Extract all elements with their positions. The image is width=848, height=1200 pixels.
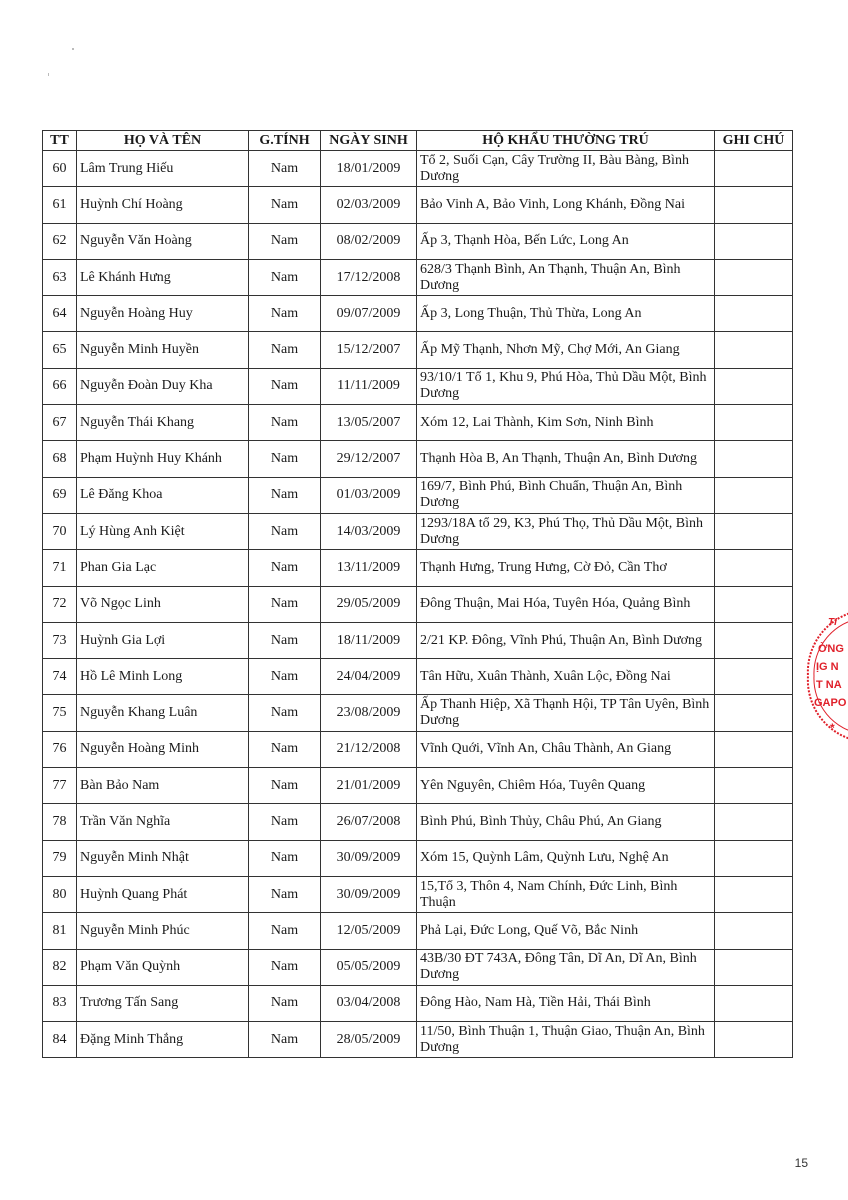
table-row	[43, 223, 793, 259]
cell-dob: 21/12/2008	[321, 731, 417, 767]
svg-text:TI: TI	[828, 617, 837, 628]
cell-gender: Nam	[249, 513, 321, 549]
cell-address: 43B/30 ĐT 743A, Đông Tân, Dĩ An, Dĩ An, Bình Dương	[417, 949, 715, 985]
table-row	[43, 477, 793, 513]
cell-gender: Nam	[249, 731, 321, 767]
cell-address: Ấp Mỹ Thạnh, Nhơn Mỹ, Chợ Mới, An Giang	[417, 332, 715, 368]
cell-name: Nguyễn Minh Phúc	[77, 913, 249, 949]
cell-gender: Nam	[249, 259, 321, 295]
cell-name: Võ Ngọc Linh	[77, 586, 249, 622]
page-number: 15	[794, 1156, 808, 1170]
cell-tt: 62	[43, 223, 77, 259]
cell-dob: 08/02/2009	[321, 223, 417, 259]
cell-name: Phạm Huỳnh Huy Khánh	[77, 441, 249, 477]
cell-note	[715, 804, 793, 840]
cell-note	[715, 223, 793, 259]
table-row	[43, 949, 793, 985]
cell-address: Đông Thuận, Mai Hóa, Tuyên Hóa, Quảng Bình	[417, 586, 715, 622]
cell-dob: 03/04/2008	[321, 985, 417, 1021]
cell-name: Hồ Lê Minh Long	[77, 659, 249, 695]
cell-address: 169/7, Bình Phú, Bình Chuẩn, Thuận An, Bình Dương	[417, 477, 715, 513]
cell-tt: 80	[43, 876, 77, 912]
cell-dob: 30/09/2009	[321, 876, 417, 912]
cell-note	[715, 876, 793, 912]
table-row	[43, 1022, 793, 1058]
cell-tt: 83	[43, 985, 77, 1021]
cell-address: 11/50, Bình Thuận 1, Thuận Giao, Thuận An, Bình Dương	[417, 1022, 715, 1058]
seal-graphic	[806, 608, 848, 744]
table-row	[43, 659, 793, 695]
cell-name: Lê Đăng Khoa	[77, 477, 249, 513]
cell-dob: 01/03/2009	[321, 477, 417, 513]
cell-dob: 18/11/2009	[321, 622, 417, 658]
cell-note	[715, 659, 793, 695]
cell-address: Phả Lại, Đức Long, Quế Võ, Bắc Ninh	[417, 913, 715, 949]
table-row	[43, 151, 793, 187]
student-roster-table	[42, 130, 793, 1058]
cell-gender: Nam	[249, 913, 321, 949]
cell-name: Trương Tấn Sang	[77, 985, 249, 1021]
cell-tt: 82	[43, 949, 77, 985]
cell-dob: 15/12/2007	[321, 332, 417, 368]
cell-tt: 72	[43, 586, 77, 622]
table-row	[43, 876, 793, 912]
cell-address: Ấp Thanh Hiệp, Xã Thạnh Hội, TP Tân Uyên, Bình Dương	[417, 695, 715, 731]
cell-gender: Nam	[249, 949, 321, 985]
table-row	[43, 405, 793, 441]
svg-text:ỊG N: ỊG N	[816, 661, 839, 673]
cell-gender: Nam	[249, 985, 321, 1021]
cell-address: Xóm 12, Lai Thành, Kim Sơn, Ninh Bình	[417, 405, 715, 441]
cell-address: Tổ 2, Suối Cạn, Cây Trường II, Bàu Bàng, Bình Dương	[417, 151, 715, 187]
cell-dob: 13/05/2007	[321, 405, 417, 441]
table-row	[43, 840, 793, 876]
table-row	[43, 550, 793, 586]
table-row	[43, 259, 793, 295]
cell-name: Lý Hùng Anh Kiệt	[77, 513, 249, 549]
header-name: HỌ VÀ TÊN	[77, 131, 249, 151]
cell-gender: Nam	[249, 151, 321, 187]
cell-name: Huỳnh Quang Phát	[77, 876, 249, 912]
cell-note	[715, 949, 793, 985]
cell-address: Đông Hào, Nam Hà, Tiền Hải, Thái Bình	[417, 985, 715, 1021]
cell-gender: Nam	[249, 187, 321, 223]
header-tt: TT	[43, 131, 77, 151]
table-row	[43, 187, 793, 223]
header-note: GHI CHÚ	[715, 131, 793, 151]
cell-address: 15,Tổ 3, Thôn 4, Nam Chính, Đức Linh, Bình Thuận	[417, 876, 715, 912]
cell-tt: 81	[43, 913, 77, 949]
cell-tt: 68	[43, 441, 77, 477]
cell-name: Nguyễn Minh Huyền	[77, 332, 249, 368]
cell-tt: 61	[43, 187, 77, 223]
cell-tt: 70	[43, 513, 77, 549]
cell-tt: 63	[43, 259, 77, 295]
cell-note	[715, 296, 793, 332]
cell-address: 628/3 Thạnh Bình, An Thạnh, Thuận An, Bình Dương	[417, 259, 715, 295]
cell-gender: Nam	[249, 586, 321, 622]
cell-dob: 05/05/2009	[321, 949, 417, 985]
cell-note	[715, 477, 793, 513]
cell-name: Phan Gia Lạc	[77, 550, 249, 586]
cell-dob: 17/12/2008	[321, 259, 417, 295]
red-seal-stamp	[806, 608, 848, 744]
cell-note	[715, 441, 793, 477]
cell-dob: 14/03/2009	[321, 513, 417, 549]
header-address: HỘ KHẨU THƯỜNG TRÚ	[417, 131, 715, 151]
cell-name: Huỳnh Gia Lợi	[77, 622, 249, 658]
cell-note	[715, 622, 793, 658]
cell-dob: 09/07/2009	[321, 296, 417, 332]
cell-dob: 29/05/2009	[321, 586, 417, 622]
cell-dob: 28/05/2009	[321, 1022, 417, 1058]
cell-dob: 11/11/2009	[321, 368, 417, 404]
scan-speck	[48, 73, 49, 76]
cell-address: 1293/18A tổ 29, K3, Phú Thọ, Thủ Dầu Một, Bình Dương	[417, 513, 715, 549]
cell-tt: 69	[43, 477, 77, 513]
cell-note	[715, 695, 793, 731]
cell-note	[715, 586, 793, 622]
cell-dob: 12/05/2009	[321, 913, 417, 949]
cell-name: Nguyễn Hoàng Huy	[77, 296, 249, 332]
cell-note	[715, 913, 793, 949]
header-dob: NGÀY SINH	[321, 131, 417, 151]
cell-tt: 84	[43, 1022, 77, 1058]
cell-address: Bảo Vinh A, Bảo Vinh, Long Khánh, Đồng Nai	[417, 187, 715, 223]
table-row	[43, 586, 793, 622]
cell-gender: Nam	[249, 804, 321, 840]
cell-tt: 65	[43, 332, 77, 368]
cell-gender: Nam	[249, 622, 321, 658]
cell-name: Nguyễn Đoàn Duy Kha	[77, 368, 249, 404]
cell-note	[715, 550, 793, 586]
cell-gender: Nam	[249, 332, 321, 368]
cell-address: Tân Hữu, Xuân Thành, Xuân Lộc, Đồng Nai	[417, 659, 715, 695]
cell-note	[715, 513, 793, 549]
cell-gender: Nam	[249, 768, 321, 804]
cell-gender: Nam	[249, 223, 321, 259]
cell-address: 93/10/1 Tổ 1, Khu 9, Phú Hòa, Thủ Dầu Một, Bình Dương	[417, 368, 715, 404]
table-row	[43, 368, 793, 404]
cell-address: 2/21 KP. Đông, Vĩnh Phú, Thuận An, Bình Dương	[417, 622, 715, 658]
cell-gender: Nam	[249, 695, 321, 731]
cell-address: Yên Nguyên, Chiêm Hóa, Tuyên Quang	[417, 768, 715, 804]
cell-address: Ấp 3, Long Thuận, Thủ Thừa, Long An	[417, 296, 715, 332]
table-row	[43, 985, 793, 1021]
cell-address: Thạnh Hưng, Trung Hưng, Cờ Đỏ, Cần Thơ	[417, 550, 715, 586]
cell-note	[715, 187, 793, 223]
cell-gender: Nam	[249, 441, 321, 477]
cell-gender: Nam	[249, 1022, 321, 1058]
cell-address: Ấp 3, Thạnh Hòa, Bến Lức, Long An	[417, 223, 715, 259]
cell-note	[715, 151, 793, 187]
cell-tt: 71	[43, 550, 77, 586]
header-row	[43, 131, 793, 151]
table-row	[43, 622, 793, 658]
cell-tt: 64	[43, 296, 77, 332]
cell-address: Xóm 15, Quỳnh Lâm, Quỳnh Lưu, Nghệ An	[417, 840, 715, 876]
cell-address: Bình Phú, Bình Thủy, Châu Phú, An Giang	[417, 804, 715, 840]
cell-name: Huỳnh Chí Hoàng	[77, 187, 249, 223]
cell-gender: Nam	[249, 876, 321, 912]
cell-gender: Nam	[249, 296, 321, 332]
cell-name: Lê Khánh Hưng	[77, 259, 249, 295]
cell-name: Nguyễn Hoàng Minh	[77, 731, 249, 767]
cell-dob: 29/12/2007	[321, 441, 417, 477]
cell-name: Đặng Minh Thắng	[77, 1022, 249, 1058]
svg-text:GAPO: GAPO	[814, 697, 847, 709]
cell-name: Lâm Trung Hiếu	[77, 151, 249, 187]
table-row	[43, 441, 793, 477]
cell-tt: 77	[43, 768, 77, 804]
table-row	[43, 768, 793, 804]
table-row	[43, 731, 793, 767]
cell-note	[715, 731, 793, 767]
cell-address: Thạnh Hòa B, An Thạnh, Thuận An, Bình Dương	[417, 441, 715, 477]
table-row	[43, 332, 793, 368]
table-row	[43, 695, 793, 731]
cell-dob: 30/09/2009	[321, 840, 417, 876]
cell-gender: Nam	[249, 550, 321, 586]
header-gender: G.TÍNH	[249, 131, 321, 151]
cell-tt: 60	[43, 151, 77, 187]
cell-name: Nguyễn Thái Khang	[77, 405, 249, 441]
cell-name: Nguyễn Văn Hoàng	[77, 223, 249, 259]
table-header	[43, 131, 793, 151]
cell-dob: 02/03/2009	[321, 187, 417, 223]
cell-dob: 21/01/2009	[321, 768, 417, 804]
table-row	[43, 804, 793, 840]
svg-text:ỜNG: ỜNG	[818, 643, 844, 655]
cell-note	[715, 985, 793, 1021]
table-row	[43, 296, 793, 332]
cell-tt: 74	[43, 659, 77, 695]
scan-speck	[72, 48, 74, 50]
svg-text:T NA: T NA	[816, 679, 842, 691]
cell-address: Vĩnh Quới, Vĩnh An, Châu Thành, An Giang	[417, 731, 715, 767]
cell-tt: 67	[43, 405, 77, 441]
cell-name: Nguyễn Khang Luân	[77, 695, 249, 731]
cell-tt: 79	[43, 840, 77, 876]
cell-dob: 13/11/2009	[321, 550, 417, 586]
table-row	[43, 913, 793, 949]
cell-dob: 24/04/2009	[321, 659, 417, 695]
cell-dob: 23/08/2009	[321, 695, 417, 731]
cell-note	[715, 332, 793, 368]
cell-note	[715, 259, 793, 295]
cell-tt: 78	[43, 804, 77, 840]
cell-name: Nguyễn Minh Nhật	[77, 840, 249, 876]
cell-note	[715, 840, 793, 876]
cell-tt: 76	[43, 731, 77, 767]
cell-gender: Nam	[249, 405, 321, 441]
svg-text:*: *	[830, 721, 835, 735]
cell-tt: 75	[43, 695, 77, 731]
cell-gender: Nam	[249, 840, 321, 876]
cell-name: Bàn Bảo Nam	[77, 768, 249, 804]
cell-tt: 66	[43, 368, 77, 404]
cell-gender: Nam	[249, 368, 321, 404]
cell-note	[715, 405, 793, 441]
cell-gender: Nam	[249, 659, 321, 695]
table-row	[43, 513, 793, 549]
table-body	[43, 151, 793, 1058]
cell-name: Trần Văn Nghĩa	[77, 804, 249, 840]
cell-note	[715, 768, 793, 804]
cell-gender: Nam	[249, 477, 321, 513]
cell-note	[715, 368, 793, 404]
cell-name: Phạm Văn Quỳnh	[77, 949, 249, 985]
cell-dob: 26/07/2008	[321, 804, 417, 840]
cell-note	[715, 1022, 793, 1058]
cell-tt: 73	[43, 622, 77, 658]
cell-dob: 18/01/2009	[321, 151, 417, 187]
